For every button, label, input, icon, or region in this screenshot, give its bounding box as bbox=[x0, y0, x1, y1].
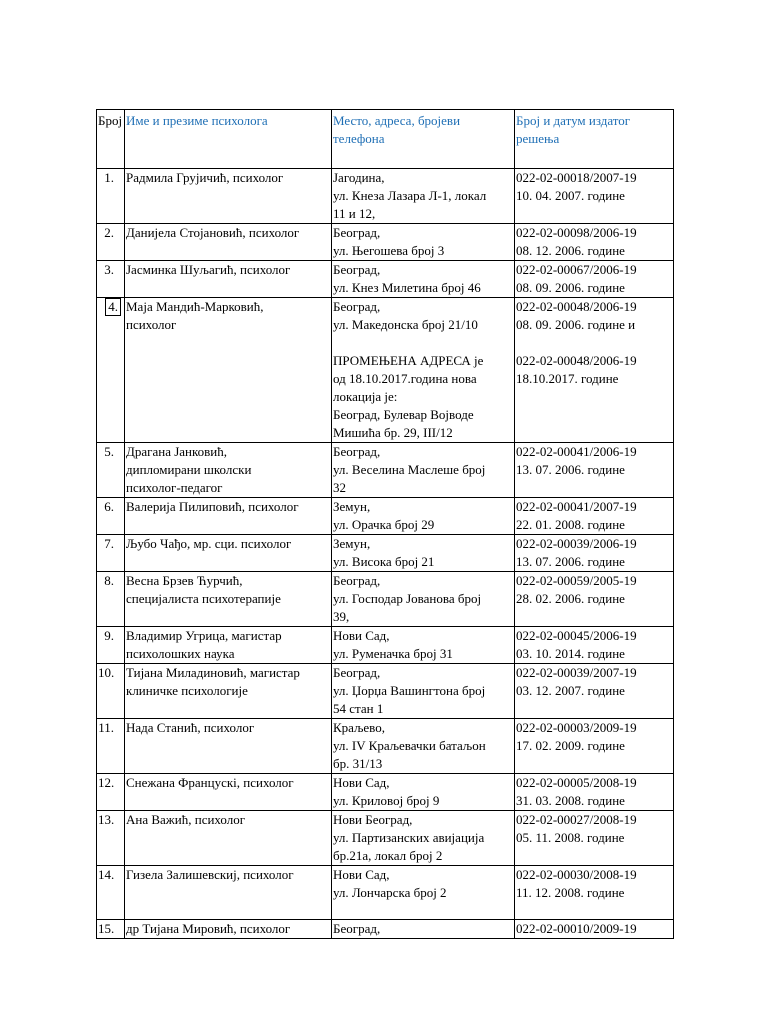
cell-line: Весна Брзев Ћурчић, bbox=[126, 573, 243, 588]
table-row bbox=[97, 664, 674, 719]
row-number bbox=[97, 535, 125, 572]
cell-line: бр.21а, локал број 2 bbox=[333, 848, 443, 863]
cell-line: Београд, bbox=[333, 225, 381, 240]
row-number-text: 4. bbox=[105, 298, 121, 316]
address-cell bbox=[332, 866, 515, 920]
cell-line: 17. 02. 2009. године bbox=[516, 738, 625, 753]
cell-line: Краљево, bbox=[333, 720, 385, 735]
cell-line bbox=[516, 334, 673, 352]
cell-line: 022-02-00003/2009-19 bbox=[516, 720, 637, 735]
decision-cell bbox=[515, 774, 674, 811]
cell-line: ул. Криловој број 9 bbox=[333, 793, 440, 808]
address-cell bbox=[332, 224, 515, 261]
cell-line: др Тијана Мировић, психолог bbox=[126, 921, 291, 936]
cell-line: ул. Веселина Маслеше број bbox=[333, 462, 486, 477]
cell-line: Драгана Јанковић, bbox=[126, 444, 228, 459]
psychologist-name bbox=[125, 298, 332, 443]
psychologist-name bbox=[125, 572, 332, 627]
table-row bbox=[97, 719, 674, 774]
row-number-text: 14. bbox=[98, 867, 115, 882]
psychologist-name bbox=[125, 498, 332, 535]
cell-line: Тијана Миладиновић, магистар bbox=[126, 665, 300, 680]
table-row bbox=[97, 920, 674, 939]
cell-line: 022-02-00039/2006-19 bbox=[516, 536, 637, 551]
cell-line: Нови Сад, bbox=[333, 628, 390, 643]
row-number bbox=[97, 572, 125, 627]
cell-line: 022-02-00059/2005-19 bbox=[516, 573, 637, 588]
cell-line: Снежана Францускi, психолог bbox=[126, 775, 294, 790]
cell-line: дипломирани школски bbox=[126, 462, 252, 477]
cell-line: Ана Важић, психолог bbox=[126, 812, 246, 827]
row-number-text: 5. bbox=[104, 444, 114, 459]
cell-line: Београд, bbox=[333, 665, 381, 680]
cell-line: ул. Лончарска број 2 bbox=[333, 885, 447, 900]
cell-line: 08. 09. 2006. године и bbox=[516, 317, 636, 332]
table-row bbox=[97, 261, 674, 298]
table-row bbox=[97, 443, 674, 498]
address-cell bbox=[332, 443, 515, 498]
cell-line: 022-02-00041/2007-19 bbox=[516, 499, 637, 514]
cell-line: Земун, bbox=[333, 499, 371, 514]
decision-cell bbox=[515, 169, 674, 224]
row-number-text: 11. bbox=[98, 720, 114, 735]
cell-line: Јасминка Шуљагић, психолог bbox=[126, 262, 291, 277]
cell-line: 022-02-00048/2006-19 bbox=[516, 299, 637, 314]
decision-cell bbox=[515, 261, 674, 298]
header-decision: Број и датум издатог решења bbox=[515, 110, 674, 169]
decision-cell bbox=[515, 811, 674, 866]
address-cell bbox=[332, 664, 515, 719]
cell-line: Љубо Чађо, мр. сци. психолог bbox=[126, 536, 292, 551]
row-number bbox=[97, 811, 125, 866]
row-number bbox=[97, 774, 125, 811]
cell-line: од 18.10.2017.година нова bbox=[333, 371, 477, 386]
row-number bbox=[97, 627, 125, 664]
row-number-text: 7. bbox=[104, 536, 114, 551]
address-cell bbox=[332, 261, 515, 298]
cell-line: ул. Кнеза Лазара Л-1, локал bbox=[333, 188, 487, 203]
row-number bbox=[97, 866, 125, 920]
cell-line: Данијела Стојановић, психолог bbox=[126, 225, 300, 240]
cell-line: 022-02-00010/2009-19 bbox=[516, 921, 637, 936]
psychologist-name bbox=[125, 261, 332, 298]
decision-cell bbox=[515, 535, 674, 572]
cell-line: психолошких наука bbox=[126, 646, 235, 661]
cell-line: 13. 07. 2006. године bbox=[516, 554, 625, 569]
address-cell bbox=[332, 719, 515, 774]
psychologist-name bbox=[125, 443, 332, 498]
table-row bbox=[97, 535, 674, 572]
cell-line: Валерија Пилиповић, психолог bbox=[126, 499, 299, 514]
cell-line: 13. 07. 2006. године bbox=[516, 462, 625, 477]
cell-line: 022-02-00005/2008-19 bbox=[516, 775, 637, 790]
address-cell bbox=[332, 498, 515, 535]
row-number bbox=[97, 224, 125, 261]
psychologists-table bbox=[96, 109, 674, 939]
decision-cell bbox=[515, 920, 674, 939]
cell-line: 54 стан 1 bbox=[333, 701, 384, 716]
cell-line: 32 bbox=[333, 480, 346, 495]
psychologist-name bbox=[125, 535, 332, 572]
address-cell bbox=[332, 627, 515, 664]
cell-line: психолог-педагог bbox=[126, 480, 223, 495]
cell-line: 022-02-00098/2006-19 bbox=[516, 225, 637, 240]
cell-line: Београд, bbox=[333, 262, 381, 277]
psychologist-name bbox=[125, 169, 332, 224]
table-row bbox=[97, 224, 674, 261]
decision-cell bbox=[515, 719, 674, 774]
cell-line: 022-02-00039/2007-19 bbox=[516, 665, 637, 680]
cell-line: Београд, Булевар Војводе bbox=[333, 407, 474, 422]
cell-line: локација је: bbox=[333, 389, 398, 404]
decision-cell bbox=[515, 572, 674, 627]
address-cell bbox=[332, 774, 515, 811]
table-row bbox=[97, 811, 674, 866]
cell-line: 11 и 12, bbox=[333, 206, 376, 221]
cell-line: Мишића бр. 29, III/12 bbox=[333, 425, 453, 440]
address-cell bbox=[332, 811, 515, 866]
row-number-text: 6. bbox=[104, 499, 114, 514]
cell-line: 03. 12. 2007. године bbox=[516, 683, 625, 698]
cell-line: Владимир Угрица, магистар bbox=[126, 628, 282, 643]
cell-line: 022-02-00048/2006-19 bbox=[516, 353, 637, 368]
cell-line: 39, bbox=[333, 609, 350, 624]
psychologist-name bbox=[125, 774, 332, 811]
table-row bbox=[97, 627, 674, 664]
psychologist-name bbox=[125, 719, 332, 774]
cell-line: Маја Мандић-Марковић, bbox=[126, 299, 264, 314]
cell-line: специјалиста психотерапије bbox=[126, 591, 281, 606]
cell-line: ул. Партизанских авијација bbox=[333, 830, 485, 845]
cell-line: ПРОМЕЊЕНА АДРЕСА је bbox=[333, 353, 484, 368]
cell-line: ул. Џорџа Вашингтона број bbox=[333, 683, 486, 698]
row-number bbox=[97, 664, 125, 719]
cell-line: 11. 12. 2008. године bbox=[516, 885, 625, 900]
table-row bbox=[97, 498, 674, 535]
cell-line: ул. Висока број 21 bbox=[333, 554, 435, 569]
table-row bbox=[97, 572, 674, 627]
row-number-text: 13. bbox=[98, 812, 115, 827]
cell-line: ул. Орачка број 29 bbox=[333, 517, 435, 532]
row-number bbox=[97, 498, 125, 535]
cell-line: Радмила Грујичић, психолог bbox=[126, 170, 284, 185]
header-row bbox=[97, 110, 674, 169]
decision-cell bbox=[515, 224, 674, 261]
cell-line: ул. Његошева број 3 bbox=[333, 243, 445, 258]
cell-line: 10. 04. 2007. године bbox=[516, 188, 625, 203]
cell-line: Београд, bbox=[333, 573, 381, 588]
row-number bbox=[97, 719, 125, 774]
cell-line: Београд, bbox=[333, 921, 381, 936]
decision-cell bbox=[515, 866, 674, 920]
decision-cell bbox=[515, 664, 674, 719]
cell-line: Београд, bbox=[333, 299, 381, 314]
row-number-text: 12. bbox=[98, 775, 115, 790]
table-row bbox=[97, 169, 674, 224]
row-number-text: 15. bbox=[98, 921, 115, 936]
cell-line: 08. 09. 2006. године bbox=[516, 280, 625, 295]
decision-cell bbox=[515, 443, 674, 498]
cell-line: Јагодина, bbox=[333, 170, 385, 185]
decision-cell bbox=[515, 298, 674, 443]
cell-line: ул. IV Краљевачки батаљон bbox=[333, 738, 486, 753]
cell-line: 08. 12. 2006. године bbox=[516, 243, 625, 258]
row-number-text: 8. bbox=[104, 573, 114, 588]
row-number bbox=[97, 443, 125, 498]
header-num: Број bbox=[97, 110, 125, 169]
row-number bbox=[97, 298, 125, 443]
header-address: Место, адреса, бројеви телефона bbox=[332, 110, 515, 169]
cell-line: Нови Београд, bbox=[333, 812, 413, 827]
cell-line: Земун, bbox=[333, 536, 371, 551]
cell-line: ул. Македонска број 21/10 bbox=[333, 317, 478, 332]
psychologist-name bbox=[125, 920, 332, 939]
psychologist-name bbox=[125, 811, 332, 866]
address-cell bbox=[332, 298, 515, 443]
cell-line: 022-02-00041/2006-19 bbox=[516, 444, 637, 459]
cell-line: 022-02-00018/2007-19 bbox=[516, 170, 637, 185]
cell-line: Нада Станић, психолог bbox=[126, 720, 255, 735]
cell-line: клиничке психологије bbox=[126, 683, 248, 698]
cell-line: 28. 02. 2006. године bbox=[516, 591, 625, 606]
row-number bbox=[97, 261, 125, 298]
row-number bbox=[97, 169, 125, 224]
cell-line: 31. 03. 2008. године bbox=[516, 793, 625, 808]
psychologist-name bbox=[125, 224, 332, 261]
table-row bbox=[97, 866, 674, 920]
cell-line: 22. 01. 2008. године bbox=[516, 517, 625, 532]
cell-line: 022-02-00030/2008-19 bbox=[516, 867, 637, 882]
address-cell bbox=[332, 535, 515, 572]
address-cell bbox=[332, 572, 515, 627]
row-number-text: 10. bbox=[98, 665, 115, 680]
psychologist-name bbox=[125, 627, 332, 664]
cell-line: Београд, bbox=[333, 444, 381, 459]
decision-cell bbox=[515, 627, 674, 664]
row-number-text: 3. bbox=[104, 262, 114, 277]
decision-cell bbox=[515, 498, 674, 535]
cell-line: бр. 31/13 bbox=[333, 756, 383, 771]
cell-line: 022-02-00067/2006-19 bbox=[516, 262, 637, 277]
address-cell bbox=[332, 169, 515, 224]
cell-line: Нови Сад, bbox=[333, 775, 390, 790]
row-number-text: 9. bbox=[104, 628, 114, 643]
cell-line: ул. Господар Јованова број bbox=[333, 591, 482, 606]
cell-line: 03. 10. 2014. године bbox=[516, 646, 625, 661]
cell-line bbox=[333, 334, 514, 352]
table-row bbox=[97, 774, 674, 811]
psychologist-name bbox=[125, 664, 332, 719]
cell-line: ул. Руменачка број 31 bbox=[333, 646, 453, 661]
row-number-text: 2. bbox=[104, 225, 114, 240]
psychologist-name bbox=[125, 866, 332, 920]
cell-line: 022-02-00045/2006-19 bbox=[516, 628, 637, 643]
row-number-text: 1. bbox=[104, 170, 114, 185]
address-cell bbox=[332, 920, 515, 939]
row-number bbox=[97, 920, 125, 939]
cell-line: Гизела Залишевскиј, психолог bbox=[126, 867, 294, 882]
cell-line: психолог bbox=[126, 317, 177, 332]
cell-line: 18.10.2017. године bbox=[516, 371, 619, 386]
table-row bbox=[97, 298, 674, 443]
cell-line: Нови Сад, bbox=[333, 867, 390, 882]
cell-line: 022-02-00027/2008-19 bbox=[516, 812, 637, 827]
cell-line: 05. 11. 2008. године bbox=[516, 830, 625, 845]
cell-line: ул. Кнез Милетина број 46 bbox=[333, 280, 481, 295]
header-name: Име и презиме психолога bbox=[125, 110, 332, 169]
